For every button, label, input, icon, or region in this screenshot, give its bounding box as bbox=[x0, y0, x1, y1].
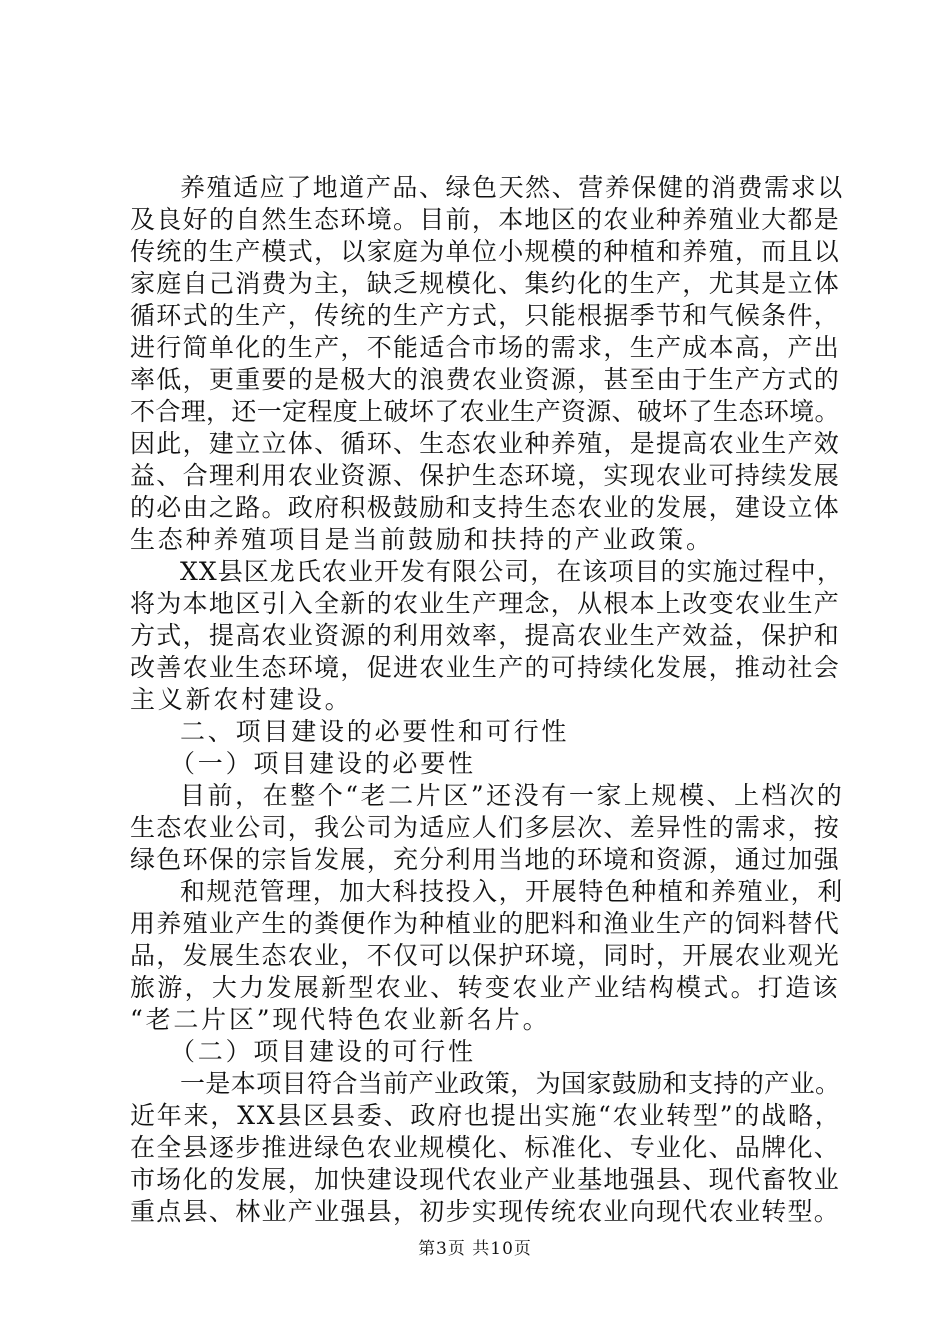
text-line: 的必由之路。政府积极鼓励和支持生态农业的发展，建设立体 bbox=[130, 493, 841, 522]
text-line: 传统的生产模式，以家庭为单位小规模的种植和养殖，而且以 bbox=[130, 237, 841, 266]
text-line: 绿色环保的宗旨发展，充分利用当地的环境和资源，通过加强 bbox=[130, 845, 841, 874]
text-line: 循环式的生产，传统的生产方式，只能根据季节和气候条件， bbox=[130, 301, 841, 330]
text-line: XX县区龙氏农业开发有限公司，在该项目的实施过程中， bbox=[180, 557, 843, 586]
text-line: 进行简单化的生产，不能适合市场的需求，生产成本高，产出 bbox=[130, 333, 841, 362]
page-number-footer: 第3页 共10页 bbox=[418, 1239, 532, 1259]
text-line: 目前，在整个“老二片区”还没有一家上规模、上档次的 bbox=[180, 781, 845, 810]
text-line: 及良好的自然生态环境。目前，本地区的农业种养殖业大都是 bbox=[130, 205, 841, 234]
text-line: 品，发展生态农业，不仅可以保护环境，同时，开展农业观光 bbox=[130, 941, 841, 970]
text-line: 生态种养殖项目是当前鼓励和扶持的产业政策。 bbox=[130, 525, 714, 554]
text-line: 养殖适应了地道产品、绿色天然、营养保健的消费需求以 bbox=[180, 173, 844, 202]
text-line: 在全县逐步推进绿色农业规模化、标准化、专业化、品牌化、 bbox=[130, 1133, 841, 1162]
text-line: 益、合理利用农业资源、保护生态环境，实现农业可持续发展 bbox=[130, 461, 841, 490]
text-line: 重点县、林业产业强县，初步实现传统农业向现代农业转型。 bbox=[130, 1197, 841, 1226]
subsection-heading: （一）项目建设的必要性 bbox=[170, 749, 476, 778]
text-line: 家庭自己消费为主，缺乏规模化、集约化的生产，尤其是立体 bbox=[130, 269, 841, 298]
subsection-heading: （二）项目建设的可行性 bbox=[170, 1037, 476, 1066]
text-line: 近年来，XX县区县委、政府也提出实施“农业转型”的战略， bbox=[130, 1101, 842, 1130]
text-line: 主义新农村建设。 bbox=[130, 685, 353, 714]
text-line: 生态农业公司，我公司为适应人们多层次、差异性的需求，按 bbox=[130, 813, 841, 842]
text-line: 方式，提高农业资源的利用效率，提高农业生产效益，保护和 bbox=[130, 621, 841, 650]
text-line: “老二片区”现代特色农业新名片。 bbox=[130, 1005, 551, 1034]
text-line: 一是本项目符合当前产业政策，为国家鼓励和支持的产业。 bbox=[180, 1069, 841, 1098]
text-line: 不合理，还一定程度上破坏了农业生产资源、破坏了生态环境。 bbox=[130, 397, 840, 426]
text-line: 因此，建立立体、循环、生态农业种养殖，是提高农业生产效 bbox=[130, 429, 841, 458]
text-line: 改善农业生态环境，促进农业生产的可持续化发展，推动社会 bbox=[130, 653, 841, 682]
text-line: 率低，更重要的是极大的浪费农业资源，甚至由于生产方式的 bbox=[130, 365, 841, 394]
text-line: 市场化的发展，加快建设现代农业产业基地强县、现代畜牧业 bbox=[130, 1165, 841, 1194]
text-line: 将为本地区引入全新的农业生产理念，从根本上改变农业生产 bbox=[130, 589, 841, 618]
text-line: 用养殖业产生的粪便作为种植业的肥料和渔业生产的饲料替代 bbox=[130, 909, 841, 938]
text-line: 和规范管理，加大科技投入，开展特色种植和养殖业，利 bbox=[180, 877, 844, 906]
text-line: 旅游，大力发展新型农业、转变农业产业结构模式。打造该 bbox=[130, 973, 840, 1002]
section-heading: 二、项目建设的必要性和可行性 bbox=[180, 717, 570, 746]
